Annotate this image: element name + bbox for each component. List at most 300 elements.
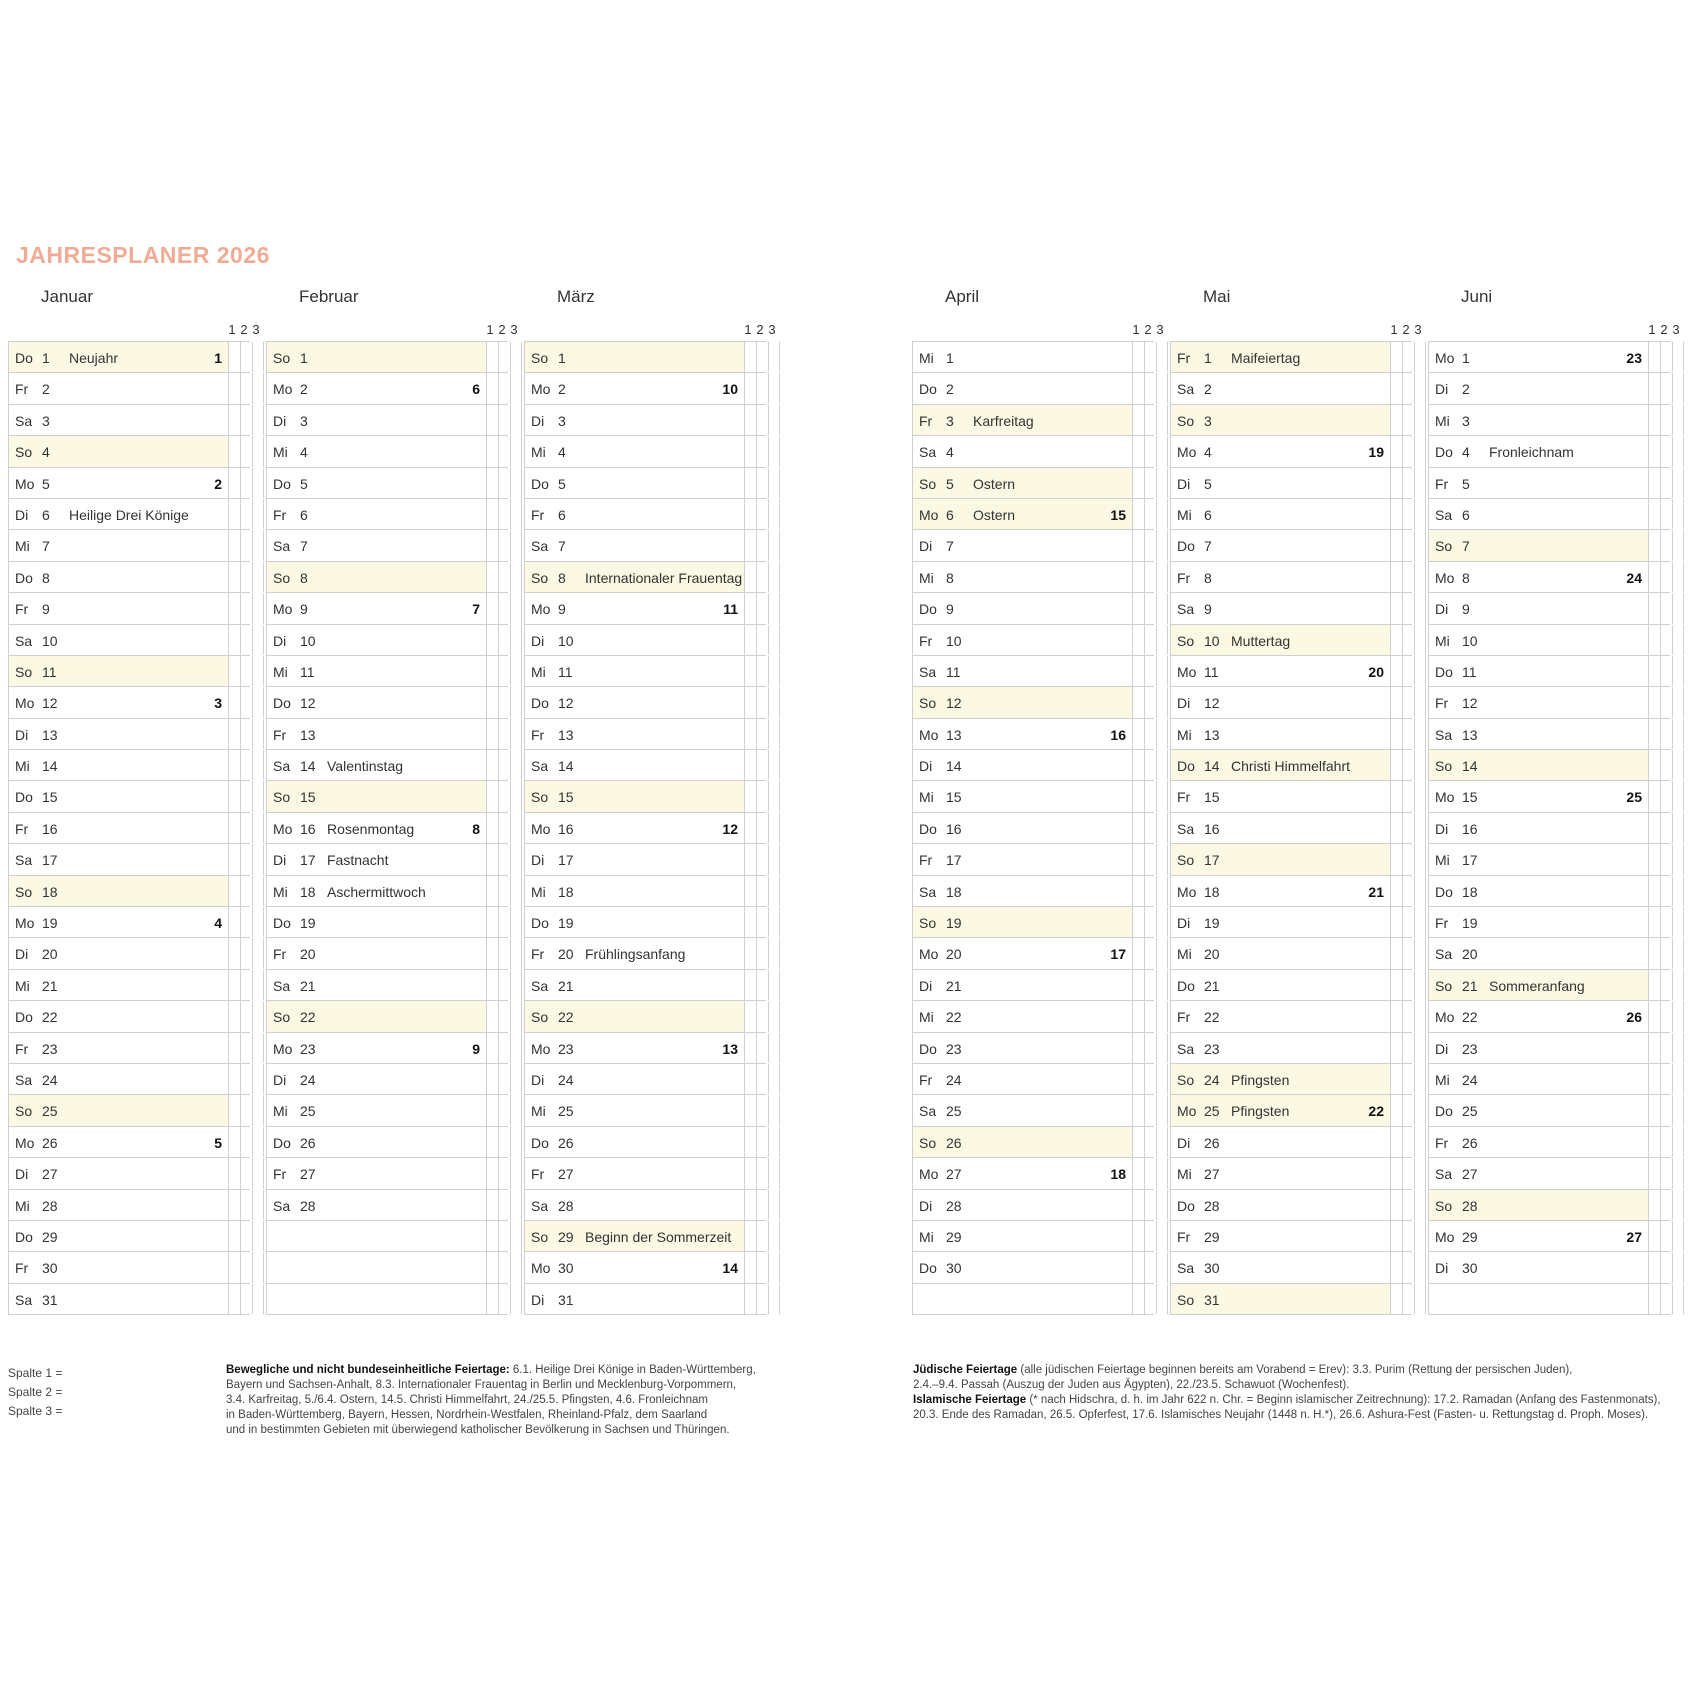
note-column-3[interactable] xyxy=(1673,530,1684,560)
note-column-2[interactable] xyxy=(1145,468,1157,498)
day-row[interactable] xyxy=(266,938,508,969)
note-column-3[interactable] xyxy=(511,1033,522,1063)
day-row[interactable] xyxy=(8,562,250,593)
note-column-1[interactable] xyxy=(229,342,241,372)
note-column-3[interactable] xyxy=(1157,1190,1168,1220)
note-column-3[interactable] xyxy=(1415,499,1426,529)
note-column-3[interactable] xyxy=(1415,405,1426,435)
note-column-2[interactable] xyxy=(1403,468,1415,498)
note-column-3[interactable] xyxy=(511,813,522,843)
day-row[interactable] xyxy=(1170,938,1412,969)
note-column-2[interactable] xyxy=(1145,656,1157,686)
note-column-1[interactable] xyxy=(1649,656,1661,686)
note-column-1[interactable] xyxy=(487,1064,499,1094)
note-column-1[interactable] xyxy=(487,781,499,811)
note-column-3[interactable] xyxy=(511,1190,522,1220)
day-row[interactable] xyxy=(8,1001,250,1032)
note-column-1[interactable] xyxy=(229,813,241,843)
note-column-2[interactable] xyxy=(499,687,511,717)
note-column-2[interactable] xyxy=(1661,562,1673,592)
note-column-3[interactable] xyxy=(253,656,264,686)
note-column-2[interactable] xyxy=(499,468,511,498)
note-column-2[interactable] xyxy=(1403,1190,1415,1220)
note-column-1[interactable] xyxy=(229,1158,241,1188)
note-column-3[interactable] xyxy=(1673,1095,1684,1125)
day-row[interactable] xyxy=(524,405,766,436)
note-column-2[interactable] xyxy=(1661,876,1673,906)
note-column-2[interactable] xyxy=(1403,562,1415,592)
note-column-1[interactable] xyxy=(1649,813,1661,843)
day-row[interactable] xyxy=(912,781,1154,812)
day-row[interactable] xyxy=(266,970,508,1001)
note-column-1[interactable] xyxy=(1133,1127,1145,1157)
day-cell[interactable] xyxy=(1428,1252,1649,1282)
note-column-3[interactable] xyxy=(1157,1095,1168,1125)
note-column-3[interactable] xyxy=(769,373,780,403)
day-cell[interactable] xyxy=(8,1158,229,1188)
note-column-2[interactable] xyxy=(1661,970,1673,1000)
day-row[interactable] xyxy=(1428,1127,1670,1158)
day-row[interactable] xyxy=(524,844,766,875)
note-column-3[interactable] xyxy=(1673,1190,1684,1220)
note-column-2[interactable] xyxy=(241,938,253,968)
note-column-3[interactable] xyxy=(511,405,522,435)
note-column-1[interactable] xyxy=(487,844,499,874)
note-column-1[interactable] xyxy=(1649,687,1661,717)
day-row[interactable] xyxy=(912,1190,1154,1221)
day-row[interactable] xyxy=(1428,876,1670,907)
note-column-1[interactable] xyxy=(1133,1158,1145,1188)
day-row[interactable] xyxy=(912,1158,1154,1189)
note-column-1[interactable] xyxy=(1649,1095,1661,1125)
day-cell[interactable] xyxy=(8,1127,229,1157)
day-row[interactable] xyxy=(524,1033,766,1064)
note-column-3[interactable] xyxy=(1157,373,1168,403)
day-cell[interactable] xyxy=(8,781,229,811)
note-column-1[interactable] xyxy=(745,468,757,498)
day-row[interactable] xyxy=(1428,468,1670,499)
note-column-2[interactable] xyxy=(757,938,769,968)
note-column-3[interactable] xyxy=(769,625,780,655)
note-column-2[interactable] xyxy=(757,1064,769,1094)
note-column-3[interactable] xyxy=(511,656,522,686)
note-column-1[interactable] xyxy=(487,436,499,466)
day-row[interactable] xyxy=(1170,970,1412,1001)
note-column-2[interactable] xyxy=(241,781,253,811)
note-column-1[interactable] xyxy=(229,625,241,655)
note-column-1[interactable] xyxy=(1649,970,1661,1000)
note-column-3[interactable] xyxy=(1415,593,1426,623)
note-column-3[interactable] xyxy=(1673,1158,1684,1188)
day-row[interactable] xyxy=(524,530,766,561)
day-row[interactable] xyxy=(1428,656,1670,687)
note-column-1[interactable] xyxy=(229,970,241,1000)
note-column-1[interactable] xyxy=(1133,907,1145,937)
note-column-2[interactable] xyxy=(1661,844,1673,874)
day-cell[interactable] xyxy=(912,1252,1133,1282)
day-row[interactable] xyxy=(524,373,766,404)
day-row[interactable] xyxy=(8,1095,250,1126)
note-column-3[interactable] xyxy=(253,436,264,466)
note-column-1[interactable] xyxy=(1133,593,1145,623)
note-column-1[interactable] xyxy=(1649,907,1661,937)
note-column-2[interactable] xyxy=(757,625,769,655)
day-cell[interactable] xyxy=(8,405,229,435)
note-column-2[interactable] xyxy=(241,844,253,874)
note-column-2[interactable] xyxy=(757,1190,769,1220)
day-row[interactable] xyxy=(1428,750,1670,781)
day-cell[interactable] xyxy=(912,907,1133,937)
note-column-3[interactable] xyxy=(1415,970,1426,1000)
note-column-3[interactable] xyxy=(1415,625,1426,655)
note-column-3[interactable] xyxy=(1157,970,1168,1000)
note-column-2[interactable] xyxy=(1403,687,1415,717)
note-column-2[interactable] xyxy=(757,907,769,937)
note-column-2[interactable] xyxy=(499,1127,511,1157)
note-column-3[interactable] xyxy=(1673,342,1684,372)
note-column-3[interactable] xyxy=(1157,1001,1168,1031)
day-cell[interactable] xyxy=(1428,938,1649,968)
day-row[interactable] xyxy=(8,1221,250,1252)
note-column-2[interactable] xyxy=(499,907,511,937)
day-cell[interactable] xyxy=(912,342,1133,372)
day-row[interactable] xyxy=(1170,625,1412,656)
day-cell[interactable] xyxy=(8,562,229,592)
note-column-3[interactable] xyxy=(253,1252,264,1282)
note-column-2[interactable] xyxy=(757,750,769,780)
note-column-2[interactable] xyxy=(1403,1158,1415,1188)
note-column-2[interactable] xyxy=(757,1095,769,1125)
day-row[interactable] xyxy=(8,719,250,750)
day-cell[interactable] xyxy=(524,970,745,1000)
note-column-1[interactable] xyxy=(1649,1190,1661,1220)
note-column-1[interactable] xyxy=(487,719,499,749)
note-column-2[interactable] xyxy=(757,1284,769,1314)
note-column-3[interactable] xyxy=(1157,530,1168,560)
note-column-1[interactable] xyxy=(1391,405,1403,435)
day-row[interactable] xyxy=(524,719,766,750)
note-column-3[interactable] xyxy=(1673,373,1684,403)
day-row[interactable] xyxy=(524,750,766,781)
note-column-2[interactable] xyxy=(1145,1095,1157,1125)
note-column-2[interactable] xyxy=(757,436,769,466)
note-column-3[interactable] xyxy=(1415,781,1426,811)
day-cell[interactable] xyxy=(524,938,745,968)
note-column-3[interactable] xyxy=(769,907,780,937)
note-column-1[interactable] xyxy=(745,1127,757,1157)
note-column-2[interactable] xyxy=(499,499,511,529)
day-cell[interactable] xyxy=(1170,1158,1391,1188)
day-row[interactable] xyxy=(1428,1001,1670,1032)
note-column-2[interactable] xyxy=(1403,1252,1415,1282)
note-column-1[interactable] xyxy=(1391,719,1403,749)
note-column-1[interactable] xyxy=(745,1284,757,1314)
day-cell[interactable] xyxy=(1428,876,1649,906)
day-row[interactable] xyxy=(266,719,508,750)
day-row[interactable] xyxy=(8,1064,250,1095)
note-column-2[interactable] xyxy=(1145,719,1157,749)
note-column-1[interactable] xyxy=(1391,1221,1403,1251)
day-row[interactable] xyxy=(1428,499,1670,530)
day-cell[interactable] xyxy=(1428,1158,1649,1188)
day-cell[interactable] xyxy=(1428,499,1649,529)
day-cell[interactable] xyxy=(1170,1064,1391,1094)
note-column-2[interactable] xyxy=(241,1064,253,1094)
note-column-1[interactable] xyxy=(1649,499,1661,529)
day-cell[interactable] xyxy=(524,781,745,811)
note-column-3[interactable] xyxy=(253,844,264,874)
day-cell[interactable] xyxy=(912,1064,1133,1094)
day-row[interactable] xyxy=(1170,373,1412,404)
day-row[interactable] xyxy=(912,562,1154,593)
note-column-3[interactable] xyxy=(511,593,522,623)
day-cell[interactable] xyxy=(912,1127,1133,1157)
note-column-1[interactable] xyxy=(1649,844,1661,874)
note-column-3[interactable] xyxy=(1157,1064,1168,1094)
day-cell[interactable] xyxy=(524,373,745,403)
note-column-3[interactable] xyxy=(1673,436,1684,466)
day-row[interactable] xyxy=(1170,499,1412,530)
note-column-3[interactable] xyxy=(511,373,522,403)
day-row[interactable] xyxy=(1428,687,1670,718)
day-cell[interactable] xyxy=(8,656,229,686)
day-row[interactable] xyxy=(266,373,508,404)
note-column-3[interactable] xyxy=(769,436,780,466)
day-cell[interactable] xyxy=(912,719,1133,749)
note-column-3[interactable] xyxy=(1415,562,1426,592)
day-cell[interactable] xyxy=(1170,530,1391,560)
note-column-2[interactable] xyxy=(1403,907,1415,937)
note-column-2[interactable] xyxy=(757,342,769,372)
note-column-3[interactable] xyxy=(1157,593,1168,623)
day-cell[interactable] xyxy=(1428,1095,1649,1125)
day-cell[interactable] xyxy=(912,499,1133,529)
day-row[interactable] xyxy=(266,405,508,436)
day-row[interactable] xyxy=(912,530,1154,561)
day-cell[interactable] xyxy=(524,1221,745,1251)
day-row[interactable] xyxy=(912,1064,1154,1095)
note-column-2[interactable] xyxy=(1403,781,1415,811)
note-column-1[interactable] xyxy=(745,844,757,874)
note-column-2[interactable] xyxy=(241,719,253,749)
note-column-2[interactable] xyxy=(1403,499,1415,529)
day-cell[interactable] xyxy=(8,468,229,498)
note-column-2[interactable] xyxy=(1403,436,1415,466)
day-cell[interactable] xyxy=(8,844,229,874)
day-row[interactable] xyxy=(266,687,508,718)
note-column-3[interactable] xyxy=(1157,687,1168,717)
note-column-1[interactable] xyxy=(745,656,757,686)
day-cell[interactable] xyxy=(8,687,229,717)
day-cell[interactable] xyxy=(8,813,229,843)
note-column-3[interactable] xyxy=(769,1095,780,1125)
note-column-3[interactable] xyxy=(769,781,780,811)
note-column-2[interactable] xyxy=(1403,938,1415,968)
note-column-2[interactable] xyxy=(757,593,769,623)
note-column-3[interactable] xyxy=(1673,687,1684,717)
note-column-1[interactable] xyxy=(1649,530,1661,560)
day-cell[interactable] xyxy=(1428,530,1649,560)
day-row[interactable] xyxy=(8,625,250,656)
note-column-1[interactable] xyxy=(487,562,499,592)
day-row[interactable] xyxy=(1170,1001,1412,1032)
day-cell[interactable] xyxy=(524,562,745,592)
day-cell[interactable] xyxy=(524,1001,745,1031)
day-row[interactable] xyxy=(524,468,766,499)
day-row[interactable] xyxy=(912,436,1154,467)
day-cell[interactable] xyxy=(266,687,487,717)
day-cell[interactable] xyxy=(912,530,1133,560)
day-cell[interactable] xyxy=(1428,436,1649,466)
note-column-2[interactable] xyxy=(757,1033,769,1063)
note-column-1[interactable] xyxy=(1391,844,1403,874)
note-column-3[interactable] xyxy=(1415,1064,1426,1094)
note-column-3[interactable] xyxy=(511,970,522,1000)
note-column-3[interactable] xyxy=(769,1284,780,1314)
note-column-1[interactable] xyxy=(1649,1064,1661,1094)
note-column-3[interactable] xyxy=(511,938,522,968)
note-column-3[interactable] xyxy=(253,1190,264,1220)
day-row[interactable] xyxy=(1170,468,1412,499)
note-column-1[interactable] xyxy=(487,593,499,623)
day-cell[interactable] xyxy=(524,656,745,686)
day-row[interactable] xyxy=(912,719,1154,750)
note-column-2[interactable] xyxy=(757,1252,769,1282)
note-column-2[interactable] xyxy=(499,1190,511,1220)
note-column-2[interactable] xyxy=(1145,1190,1157,1220)
note-column-2[interactable] xyxy=(757,1001,769,1031)
note-column-1[interactable] xyxy=(1649,562,1661,592)
day-row[interactable] xyxy=(912,593,1154,624)
note-column-2[interactable] xyxy=(1403,1127,1415,1157)
day-cell[interactable] xyxy=(266,781,487,811)
day-cell[interactable] xyxy=(1170,405,1391,435)
note-column-2[interactable] xyxy=(1661,687,1673,717)
day-row[interactable] xyxy=(524,1001,766,1032)
day-row[interactable] xyxy=(266,625,508,656)
note-column-3[interactable] xyxy=(1673,876,1684,906)
note-column-1[interactable] xyxy=(229,876,241,906)
note-column-3[interactable] xyxy=(1157,876,1168,906)
note-column-3[interactable] xyxy=(1673,562,1684,592)
note-column-3[interactable] xyxy=(1157,750,1168,780)
note-column-3[interactable] xyxy=(1157,781,1168,811)
note-column-3[interactable] xyxy=(1157,1158,1168,1188)
note-column-3[interactable] xyxy=(1157,1127,1168,1157)
day-cell[interactable] xyxy=(8,1221,229,1251)
day-row[interactable] xyxy=(266,499,508,530)
day-cell[interactable] xyxy=(266,813,487,843)
note-column-3[interactable] xyxy=(1415,1221,1426,1251)
day-row[interactable] xyxy=(524,1127,766,1158)
note-column-3[interactable] xyxy=(1415,1033,1426,1063)
note-column-3[interactable] xyxy=(253,562,264,592)
day-cell[interactable] xyxy=(912,844,1133,874)
note-column-2[interactable] xyxy=(1661,781,1673,811)
note-column-1[interactable] xyxy=(745,970,757,1000)
note-column-3[interactable] xyxy=(511,468,522,498)
note-column-3[interactable] xyxy=(1415,1190,1426,1220)
note-column-2[interactable] xyxy=(757,405,769,435)
day-row[interactable] xyxy=(8,656,250,687)
note-column-1[interactable] xyxy=(487,970,499,1000)
note-column-2[interactable] xyxy=(1403,1064,1415,1094)
day-row[interactable] xyxy=(8,1127,250,1158)
day-cell[interactable] xyxy=(1170,468,1391,498)
day-row[interactable] xyxy=(524,781,766,812)
note-column-2[interactable] xyxy=(1661,625,1673,655)
note-column-2[interactable] xyxy=(499,876,511,906)
note-column-2[interactable] xyxy=(1661,719,1673,749)
note-column-3[interactable] xyxy=(511,781,522,811)
day-row[interactable] xyxy=(8,373,250,404)
note-column-3[interactable] xyxy=(253,625,264,655)
day-cell[interactable] xyxy=(1428,1190,1649,1220)
day-cell[interactable] xyxy=(912,1158,1133,1188)
note-column-2[interactable] xyxy=(241,405,253,435)
day-row[interactable] xyxy=(266,656,508,687)
note-column-2[interactable] xyxy=(757,687,769,717)
note-column-3[interactable] xyxy=(769,1252,780,1282)
day-row[interactable] xyxy=(1428,562,1670,593)
day-cell[interactable] xyxy=(524,1064,745,1094)
note-column-1[interactable] xyxy=(487,813,499,843)
day-row[interactable] xyxy=(524,907,766,938)
note-column-2[interactable] xyxy=(1145,1033,1157,1063)
day-cell[interactable] xyxy=(266,750,487,780)
note-column-1[interactable] xyxy=(229,1127,241,1157)
note-column-2[interactable] xyxy=(1403,876,1415,906)
note-column-1[interactable] xyxy=(229,1190,241,1220)
note-column-3[interactable] xyxy=(511,844,522,874)
note-column-3[interactable] xyxy=(253,1033,264,1063)
day-cell[interactable] xyxy=(524,593,745,623)
note-column-1[interactable] xyxy=(1133,342,1145,372)
day-row[interactable] xyxy=(524,499,766,530)
day-row[interactable] xyxy=(1170,1064,1412,1095)
note-column-3[interactable] xyxy=(511,1064,522,1094)
day-cell[interactable] xyxy=(1428,813,1649,843)
day-row[interactable] xyxy=(524,342,766,373)
day-cell[interactable] xyxy=(266,844,487,874)
day-row[interactable] xyxy=(266,813,508,844)
note-column-3[interactable] xyxy=(1157,1252,1168,1282)
note-column-3[interactable] xyxy=(769,499,780,529)
day-row[interactable] xyxy=(524,593,766,624)
note-column-2[interactable] xyxy=(1145,687,1157,717)
day-cell[interactable] xyxy=(524,1252,745,1282)
day-cell[interactable] xyxy=(266,468,487,498)
note-column-1[interactable] xyxy=(1133,468,1145,498)
note-column-3[interactable] xyxy=(769,342,780,372)
day-cell[interactable] xyxy=(8,1284,229,1314)
note-column-1[interactable] xyxy=(1649,1252,1661,1282)
day-cell[interactable] xyxy=(1428,468,1649,498)
day-row[interactable] xyxy=(8,938,250,969)
note-column-1[interactable] xyxy=(1391,625,1403,655)
note-column-1[interactable] xyxy=(487,530,499,560)
note-column-3[interactable] xyxy=(511,1001,522,1031)
day-row[interactable] xyxy=(524,1190,766,1221)
day-cell[interactable] xyxy=(266,499,487,529)
day-row[interactable] xyxy=(1428,625,1670,656)
note-column-3[interactable] xyxy=(769,468,780,498)
day-cell[interactable] xyxy=(912,687,1133,717)
day-row[interactable] xyxy=(266,342,508,373)
day-cell[interactable] xyxy=(1170,342,1391,372)
note-column-2[interactable] xyxy=(499,405,511,435)
note-column-1[interactable] xyxy=(745,750,757,780)
